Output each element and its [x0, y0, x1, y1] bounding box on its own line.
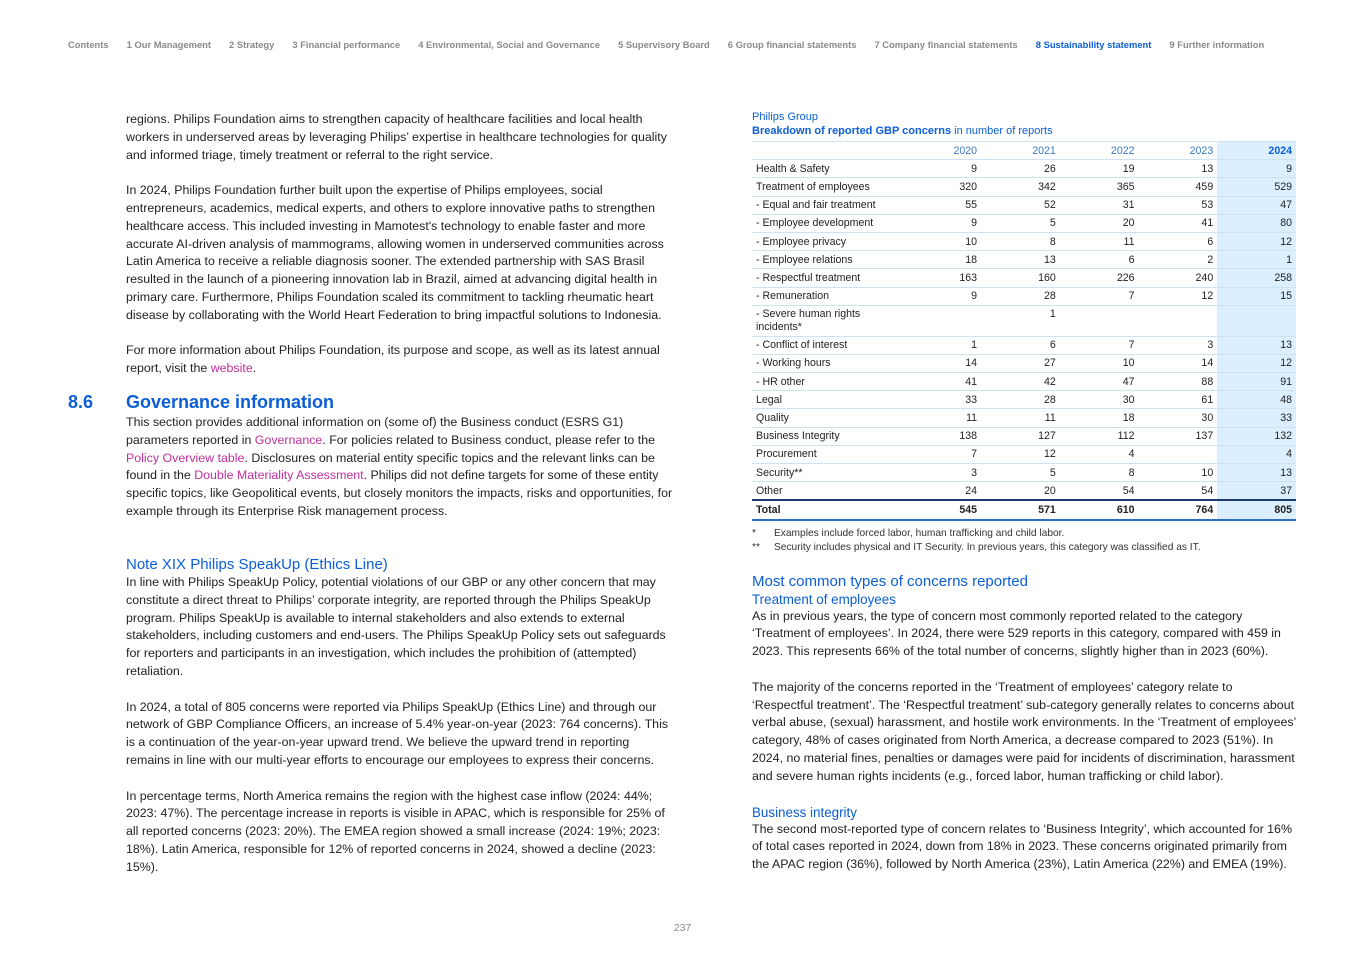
cell-value: 52 [981, 196, 1060, 214]
cell-value: 42 [981, 373, 1060, 391]
table-row [752, 409, 1296, 427]
cell-value: 18 [1060, 409, 1139, 427]
cell-value: 30 [1060, 391, 1139, 409]
cell-value: 342 [981, 178, 1060, 196]
table-header-row [752, 142, 1296, 160]
cell-value: 138 [902, 427, 981, 445]
footnote-text: Examples include forced labor, human trafficking and child labor. [774, 527, 1065, 539]
cell-value: 20 [981, 482, 1060, 501]
gbp-concerns-table [752, 141, 1296, 521]
cell-value: 41 [902, 373, 981, 391]
cell-value: 160 [981, 269, 1060, 287]
footnote-text: Security includes physical and IT Security. In previous years, this category was classified as IT. [774, 541, 1201, 553]
foundation-paragraph-1: regions. Philips Foundation aims to strengthen capacity of healthcare facilities and local health workers in underserved areas by leveraging Philips’ expertise in healthcare technologies for quality and informed triage, timely treatment or referral to the right service. [126, 112, 667, 162]
cell-value: 28 [981, 287, 1060, 305]
cell-value: 27 [981, 354, 1060, 372]
text: This section provides additional information on (some of) the Business conduct (ESRS G1) parameters reported in [126, 415, 624, 447]
cell-value: 9 [902, 160, 981, 178]
section-number: 8.6 [68, 392, 94, 412]
treatment-paragraph-2: The majority of the concerns reported in the ‘Treatment of employees’ category relate to ‘Respectful treatment’. The ‘Respectful treatment’ sub-category generally relates to concerns about verbal abuse, (sexual) harassment, and hostile work environments. In the ‘Treatment of employees’ category, 48% of cases originated from North America, a decrease compared to 2023 (51%). In 2024, no material fines, penalties or damages were paid for incidents of discrimination, harassment and severe human rights incidents (e.g., forced labor, human trafficking or child labor). [752, 679, 1296, 783]
cell-value: 240 [1139, 269, 1218, 287]
table-caption [752, 124, 1297, 138]
nav-item-8[interactable]: 8 Sustainability statement [1035, 39, 1152, 50]
top-navigation [68, 39, 1345, 50]
cell-value: 48 [1217, 391, 1296, 409]
cell-value: 529 [1217, 178, 1296, 196]
table-caption-group: Philips Group [752, 111, 819, 123]
row-label: Other [752, 482, 902, 501]
table-row [752, 269, 1296, 287]
governance-block [126, 414, 674, 521]
cell-value: 8 [1060, 464, 1139, 482]
table-row [752, 214, 1296, 232]
cell-value: 12 [1139, 287, 1218, 305]
cell-value: 112 [1060, 427, 1139, 445]
cell-value: 163 [902, 269, 981, 287]
cell-value: 4 [1217, 445, 1296, 463]
foundation-paragraph-2: In 2024, Philips Foundation further built upon the expertise of Philips employees, social entrepreneurs, academics, medical experts, and others to explore innovative paths to strengthen healthcare access. This included investing in Mamotest's technology to enable faster and more accurate AI-driven analysis of mammograms, allowing women in underserved communities across Latin America to receive a reliable diagnosis sooner. The extended partnership with SAS Brasil resulted in the launch of a pioneering innovation lab in Brazil, aimed at advancing digital health in primary care. Furthermore, Philips Foundation scaled its commitment to tackling rheumatic heart disease by collaborating with the World Heart Federation to bring impactful solutions to Indonesia. [126, 183, 664, 322]
header-year: 2021 [981, 142, 1060, 160]
cell-value: 18 [902, 251, 981, 269]
cell-value: 258 [1217, 269, 1296, 287]
cell-value: 47 [1217, 196, 1296, 214]
cell-value: 132 [1217, 427, 1296, 445]
row-label: - Working hours [752, 354, 902, 372]
nav-item-0[interactable]: Contents [68, 39, 109, 50]
cell-value: 9 [902, 287, 981, 305]
page-number: 237 [673, 922, 692, 934]
text: . [252, 361, 257, 376]
left-column [126, 111, 674, 378]
row-label: - Severe human rights incidents* [752, 305, 902, 336]
note-paragraph-3: In percentage terms, North America remains the region with the highest case inflow (2024: 44%; 2023: 47%). The percentage increase in reports is visible in APAC, which is responsible for 25% of all reported concerns (2023: 20%). The EMEA region showed a small increase (2024: 19%; 2023: 18%). Latin America, responsible for 12% of reported concerns in 2024, showed a decline (2023: 15%). [126, 788, 665, 874]
row-label: Procurement [752, 445, 902, 463]
footnote-mark: ** [752, 541, 760, 553]
table-row [752, 196, 1296, 214]
cell-value: 24 [902, 482, 981, 501]
cell-value: 28 [981, 391, 1060, 409]
footnote [752, 541, 1297, 555]
table-row [752, 287, 1296, 305]
cell-value: 54 [1139, 482, 1218, 501]
table-row [752, 160, 1296, 178]
cell-value: 61 [1139, 391, 1218, 409]
cell-value: 7 [1060, 336, 1139, 354]
row-label: - Remuneration [752, 287, 902, 305]
cell-value: 9 [1217, 160, 1296, 178]
cell-value: 13 [981, 251, 1060, 269]
row-label: Legal [752, 391, 902, 409]
table-unit: in number of reports [951, 125, 1053, 137]
cell-value: 2 [1139, 251, 1218, 269]
cell-value: 5 [981, 464, 1060, 482]
table-title: Breakdown of reported GBP concerns [752, 125, 952, 137]
cell-value: 13 [1139, 160, 1218, 178]
cell-value: 91 [1217, 373, 1296, 391]
cell-value: 10 [1060, 354, 1139, 372]
cell-value: 6 [1060, 251, 1139, 269]
row-label: Security** [752, 464, 902, 482]
cell-value: 37 [1217, 482, 1296, 501]
nav-item-3[interactable]: 3 Financial performance [292, 39, 401, 50]
governance-link[interactable]: Governance [254, 432, 323, 447]
cell-value: 1 [902, 336, 981, 354]
policy-overview-link[interactable]: Policy Overview table [126, 450, 245, 465]
business-integrity-heading: Business integrity [752, 804, 857, 820]
treatment-heading: Treatment of employees [752, 591, 896, 607]
cell-value: 14 [1139, 354, 1218, 372]
table-footnotes [752, 527, 1297, 555]
total-label: Total [752, 500, 902, 519]
row-label: - Equal and fair treatment [752, 196, 902, 214]
cell-value: 6 [1139, 232, 1218, 250]
row-label: - Respectful treatment [752, 269, 902, 287]
row-label: Health & Safety [752, 160, 902, 178]
table-row [752, 391, 1296, 409]
cell-value: 9 [902, 214, 981, 232]
cell-value: 12 [1217, 232, 1296, 250]
cell-value: 47 [1060, 373, 1139, 391]
text: For more information about Philips Foundation, its purpose and scope, as well as its latest annual report, visit the [126, 343, 660, 376]
cell-value [902, 305, 981, 336]
foundation-paragraph-3 [126, 342, 674, 378]
cell-value: 30 [1139, 409, 1218, 427]
cell-value: 15 [1217, 287, 1296, 305]
cell-value: 137 [1139, 427, 1218, 445]
footnote-mark: * [752, 527, 756, 539]
cell-value: 7 [1060, 287, 1139, 305]
total-row [752, 500, 1296, 519]
cell-value: 8 [981, 232, 1060, 250]
cell-value: 5 [981, 214, 1060, 232]
text: . Philips did not define targets for some of these entity specific topics, like Geopolitical events, but closely monitors the impacts, risks and opportunities, for example through its Enterprise Risk management process. [126, 468, 673, 518]
cell-value: 33 [1217, 409, 1296, 427]
cell-value: 13 [1217, 336, 1296, 354]
table-row [752, 178, 1296, 196]
nav-item-7[interactable]: 7 Company financial statements [874, 39, 1018, 50]
nav-item-5[interactable]: 5 Supervisory Board [618, 39, 710, 50]
header-year: 2022 [1060, 142, 1139, 160]
cell-value: 7 [902, 445, 981, 463]
row-label: - Employee development [752, 214, 902, 232]
cell-value [1139, 305, 1218, 336]
text: . For policies related to Business conduct, please refer to the [322, 432, 655, 447]
table-row [752, 251, 1296, 269]
cell-value [1139, 445, 1218, 463]
row-label: - Employee relations [752, 251, 902, 269]
cell-value: 127 [981, 427, 1060, 445]
table-row [752, 464, 1296, 482]
business-integrity-paragraph: The second most-reported type of concern relates to ‘Business Integrity’, which accounted for 16% of total cases reported in 2024, down from 18% in 2023. These concerns originated primarily from the APAC region (36%), followed by North America (23%), Latin America (22%) and EMEA (19%). [752, 821, 1292, 872]
cell-value: 12 [981, 445, 1060, 463]
governance-paragraph [126, 414, 674, 521]
note-paragraph-1: In line with Philips SpeakUp Policy, potential violations of our GBP or any other concern that may constitute a direct threat to Philips’ corporate integrity, are reported through the Philips SpeakUp program. Philips SpeakUp is available to internal stakeholders and also extends to external stakeholders, including customers and end-users. The Philips SpeakUp Policy sets out safeguards for reporters and participants in an investigation, which includes the prohibition of (attempted) retaliation. [126, 575, 666, 678]
speakup-note [126, 555, 674, 877]
total-value: 764 [1139, 500, 1218, 519]
treatment-paragraph-1: As in previous years, the type of concern most commonly reported related to the category ‘Treatment of employees’. In 2024, there were 529 reports in this category, compared with 459 in 2023. This represents 66% of the total number of concerns, slightly higher than in 2023 (60%). [752, 608, 1281, 659]
cell-value: 3 [1139, 336, 1218, 354]
row-label: Business Integrity [752, 427, 902, 445]
cell-value [1060, 305, 1139, 336]
text: . Disclosures on material entity specific topics and the relevant links can be found in the [126, 450, 655, 483]
table-row [752, 482, 1296, 501]
header-year: 2023 [1139, 142, 1218, 160]
table-row [752, 427, 1296, 445]
section-title: Governance information [126, 392, 335, 412]
cell-value: 226 [1060, 269, 1139, 287]
cell-value: 54 [1060, 482, 1139, 501]
common-concerns-heading: Most common types of concerns reported [752, 572, 1028, 590]
cell-value: 11 [902, 409, 981, 427]
cell-value [1217, 305, 1296, 336]
cell-value: 1 [1217, 251, 1296, 269]
row-label: - Conflict of interest [752, 336, 902, 354]
footnote [752, 527, 1297, 541]
nav-item-6[interactable]: 6 Group financial statements [727, 39, 857, 50]
cell-value: 14 [902, 354, 981, 372]
cell-value: 4 [1060, 445, 1139, 463]
cell-value: 55 [902, 196, 981, 214]
cell-value: 320 [902, 178, 981, 196]
note-paragraph-2: In 2024, a total of 805 concerns were reported via Philips SpeakUp (Ethics Line) and through our network of GBP Compliance Officers, an increase of 5.4% year-on-year (2023: 764 concerns). This is a continuation of the year-on-year upward trend. We believe the upward trend in reporting remains in line with our multi-year efforts to encourage our employees to express their concerns. [126, 699, 669, 767]
cell-value: 11 [981, 409, 1060, 427]
cell-value: 33 [902, 391, 981, 409]
cell-value: 11 [1060, 232, 1139, 250]
cell-value: 365 [1060, 178, 1139, 196]
header-year: 2024 [1217, 142, 1296, 160]
section-heading [68, 392, 688, 413]
cell-value: 1 [981, 305, 1060, 336]
table-row [752, 336, 1296, 354]
header-label-cell [752, 142, 902, 160]
cell-value: 88 [1139, 373, 1218, 391]
total-value: 571 [981, 500, 1060, 519]
table-row [752, 373, 1296, 391]
cell-value: 53 [1139, 196, 1218, 214]
cell-value: 13 [1217, 464, 1296, 482]
table-row [752, 354, 1296, 372]
row-label: - HR other [752, 373, 902, 391]
double-materiality-link[interactable]: Double Materiality Assessment [194, 468, 364, 483]
cell-value: 459 [1139, 178, 1218, 196]
cell-value: 20 [1060, 214, 1139, 232]
table-row [752, 305, 1296, 336]
row-label: Quality [752, 409, 902, 427]
nav-item-2[interactable]: 2 Strategy [229, 39, 275, 50]
cell-value: 31 [1060, 196, 1139, 214]
total-value: 610 [1060, 500, 1139, 519]
note-title: Note XIX Philips SpeakUp (Ethics Line) [126, 556, 388, 573]
nav-item-9[interactable]: 9 Further information [1169, 39, 1265, 50]
row-label: Treatment of employees [752, 178, 902, 196]
right-column [752, 111, 1297, 874]
total-value: 545 [902, 500, 981, 519]
cell-value: 19 [1060, 160, 1139, 178]
row-label: - Employee privacy [752, 232, 902, 250]
cell-value: 3 [902, 464, 981, 482]
table-row [752, 232, 1296, 250]
cell-value: 80 [1217, 214, 1296, 232]
cell-value: 10 [902, 232, 981, 250]
nav-item-4[interactable]: 4 Environmental, Social and Governance [418, 39, 601, 50]
header-year: 2020 [902, 142, 981, 160]
cell-value: 12 [1217, 354, 1296, 372]
cell-value: 6 [981, 336, 1060, 354]
website-link[interactable]: website [210, 361, 253, 376]
cell-value: 10 [1139, 464, 1218, 482]
cell-value: 26 [981, 160, 1060, 178]
nav-item-1[interactable]: 1 Our Management [126, 39, 212, 50]
table-row [752, 445, 1296, 463]
total-value: 805 [1217, 500, 1296, 519]
cell-value: 41 [1139, 214, 1218, 232]
